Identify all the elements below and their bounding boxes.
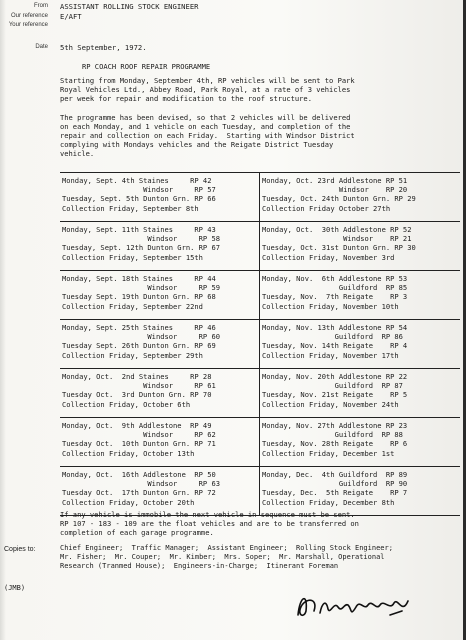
cell-line: Tuesday Oct. 10th Dunton Grn. RP 71 bbox=[62, 439, 216, 449]
cell-line: Tuesday, Sept. 12th Dunton Grn. RP 67 bbox=[62, 243, 221, 253]
cell-line: Collection Friday, October 6th bbox=[62, 399, 191, 409]
cell-line: Collection Friday, November 24th bbox=[262, 399, 399, 409]
cell-line: Monday, Sept. 4th Staines RP 42 bbox=[62, 176, 212, 185]
note-line: RP 107 - 183 - 109 are the float vehicles and are to be transferred on bbox=[60, 519, 359, 528]
schedule-row bbox=[60, 271, 460, 320]
subject-line: RP COACH ROOF REPAIR PROGRAMME bbox=[82, 62, 211, 71]
cell-line: Collection Friday, September 22nd bbox=[62, 301, 203, 311]
cell-line: Windsor RP 58 bbox=[62, 234, 221, 244]
cell-line: Windsor RP 60 bbox=[62, 332, 221, 342]
date-label: Date bbox=[35, 44, 48, 50]
cell-line: Monday, Nov. 27th Addlestone RP 23 bbox=[262, 421, 408, 430]
cell-line: Windsor RP 21 bbox=[262, 234, 412, 244]
cell-line: Collection Friday, November 17th bbox=[262, 350, 399, 360]
cell-line: Monday, Nov. 20th Addlestone RP 22 bbox=[262, 372, 408, 381]
cell-line: Windsor RP 20 bbox=[262, 185, 408, 195]
cell-line: Collection Friday, September 29th bbox=[62, 350, 203, 360]
schedule-cell bbox=[60, 320, 260, 368]
schedule-cell bbox=[260, 271, 460, 319]
cell-line: Tuesday, Nov. 14th Reigate RP 4 bbox=[262, 341, 408, 351]
cell-line: Tuesday, Nov. 21st Reigate RP 5 bbox=[262, 390, 408, 400]
cell-line: Monday, Nov. 13th Addlestone RP 54 bbox=[262, 323, 408, 332]
note-line: completion of each garage programme. bbox=[60, 528, 214, 537]
date-value: 5th September, 1972. bbox=[60, 43, 147, 52]
schedule-row bbox=[60, 173, 460, 222]
float-vehicles-note bbox=[60, 510, 460, 537]
plan-line: vehicle. bbox=[60, 149, 95, 159]
schedule-cell bbox=[60, 173, 260, 221]
schedule-cell bbox=[260, 369, 460, 417]
plan-paragraph bbox=[60, 113, 460, 158]
copies-list bbox=[60, 544, 460, 571]
schedule-cell bbox=[60, 418, 260, 466]
schedule-cell bbox=[60, 271, 260, 319]
schedule-row bbox=[60, 222, 460, 271]
our-reference-value: E/AFT bbox=[60, 12, 82, 21]
intro-line: Royal Vehicles Ltd., Abbey Road, Park Royal, at a rate of 3 vehicles bbox=[60, 85, 351, 95]
copies-line: Chief Engineer; Traffic Manager; Assistant Engineer; Rolling Stock Engineer; bbox=[60, 544, 393, 552]
cell-line: Tuesday Oct. 3rd Dunton Grn. RP 70 bbox=[62, 390, 212, 400]
cell-line: Guildford RP 87 bbox=[262, 381, 403, 391]
cell-line: Guildford RP 90 bbox=[262, 479, 408, 489]
cell-line: Monday, Oct. 23rd Addlestone RP 51 bbox=[262, 176, 408, 185]
cell-line: Tuesday Oct. 17th Dunton Grn. RP 72 bbox=[62, 488, 216, 498]
cell-line: Collection Friday, December 8th bbox=[262, 497, 395, 507]
cell-line: Tuesday, Oct. 31st Dunton Grn. RP 30 bbox=[262, 243, 416, 253]
intro-line: per week for repair and modification to the roof structure. bbox=[60, 94, 312, 104]
intro-line: Starting from Monday, September 4th, RP vehicles will be sent to Park bbox=[60, 76, 355, 85]
cell-line: Windsor RP 62 bbox=[62, 430, 216, 440]
cell-line: Collection Friday October 27th bbox=[262, 203, 391, 213]
cell-line: Collection Friday, September 8th bbox=[62, 203, 199, 213]
note-line: If any vehicle is immobile the next vehicle in sequence must be sent. bbox=[60, 510, 355, 519]
cell-line: Windsor RP 61 bbox=[62, 381, 216, 391]
copies-line: Mr. Fisher; Mr. Couper; Mr. Kimber; Mrs. Soper; Mr. Marshall, Operational bbox=[60, 553, 385, 561]
cell-line: Collection Friday, October 13th bbox=[62, 448, 195, 458]
cell-line: Collection Friday, November 3rd bbox=[262, 252, 395, 262]
cell-line: Tuesday Sept. 19th Dunton Grn. RP 68 bbox=[62, 292, 216, 302]
cell-line: Monday, Sept. 25th Staines RP 46 bbox=[62, 323, 216, 332]
cell-line: Tuesday, Dec. 5th Reigate RP 7 bbox=[262, 488, 408, 498]
schedule-cell bbox=[260, 467, 460, 515]
cell-line: Tuesday, Nov. 7th Reigate RP 3 bbox=[262, 292, 408, 302]
cell-line: Monday, Oct. 16th Addlestone RP 50 bbox=[62, 470, 216, 479]
plan-line: repair and collection on each Friday. Starting with Windsor District bbox=[60, 131, 355, 141]
cell-line: Collection Friday, October 20th bbox=[62, 497, 195, 507]
cell-line: Guildford RP 88 bbox=[262, 430, 403, 440]
cell-line: Windsor RP 59 bbox=[62, 283, 221, 293]
schedule-row bbox=[60, 320, 460, 369]
from-value: ASSISTANT ROLLING STOCK ENGINEER bbox=[60, 2, 199, 11]
plan-line: The programme has been devised, so that 2 vehicles will be delivered bbox=[60, 113, 351, 122]
schedule-cell bbox=[260, 320, 460, 368]
cell-line: Tuesday, Oct. 24th Dunton Grn. RP 29 bbox=[262, 194, 416, 204]
schedule-cell bbox=[60, 467, 260, 515]
schedule-cell bbox=[260, 418, 460, 466]
your-reference-label: Your reference bbox=[8, 22, 48, 28]
schedule-row bbox=[60, 369, 460, 418]
from-label: From bbox=[34, 3, 48, 9]
schedule-row bbox=[60, 467, 460, 516]
handwritten-signature bbox=[290, 585, 440, 625]
schedule-cell bbox=[60, 222, 260, 270]
cell-line: Tuesday, Nov. 28th Reigate RP 6 bbox=[262, 439, 408, 449]
cell-line: Collection Friday, November 10th bbox=[262, 301, 399, 311]
copies-label: Copies to: bbox=[4, 546, 36, 553]
schedule-table bbox=[60, 172, 460, 516]
typist-initials: (JMB) bbox=[4, 584, 26, 592]
cell-line: Monday, Sept. 18th Staines RP 44 bbox=[62, 274, 216, 283]
plan-line: complying with Mondays vehicles and the Reigate District Tuesday bbox=[60, 140, 334, 150]
cell-line: Monday, Oct. 9th Addlestone RP 49 bbox=[62, 421, 212, 430]
schedule-row bbox=[60, 418, 460, 467]
cell-line: Guildford RP 86 bbox=[262, 332, 403, 342]
our-reference-label: Our reference bbox=[10, 13, 48, 19]
cell-line: Monday, Dec. 4th Guildford RP 89 bbox=[262, 470, 408, 479]
schedule-cell bbox=[260, 173, 460, 221]
cell-line: Monday, Nov. 6th Addlestone RP 53 bbox=[262, 274, 408, 283]
cell-line: Tuesday, Sept. 5th Dunton Grn. RP 66 bbox=[62, 194, 216, 204]
copies-line: Research (Tranmed House); Engineers-in-Charge; Itinerant Foreman bbox=[60, 562, 339, 570]
cell-line: Monday, Oct. 2nd Staines RP 28 bbox=[62, 372, 212, 381]
cell-line: Windsor RP 57 bbox=[62, 185, 216, 195]
cell-line: Monday, Oct. 30th Addlestone RP 52 bbox=[262, 225, 412, 234]
plan-line: on each Monday, and 1 vehicle on each Tuesday, and completion of the bbox=[60, 122, 351, 132]
schedule-cell bbox=[60, 369, 260, 417]
schedule-cell bbox=[260, 222, 460, 270]
cell-line: Collection Friday, September 15th bbox=[62, 252, 203, 262]
cell-line: Monday, Sept. 11th Staines RP 43 bbox=[62, 225, 216, 234]
intro-paragraph bbox=[60, 76, 460, 103]
cell-line: Collection Friday, December 1st bbox=[262, 448, 395, 458]
cell-line: Tuesday Sept. 26th Dunton Grn. RP 69 bbox=[62, 341, 216, 351]
cell-line: Guildford RP 85 bbox=[262, 283, 408, 293]
cell-line: Windsor RP 63 bbox=[62, 479, 221, 489]
